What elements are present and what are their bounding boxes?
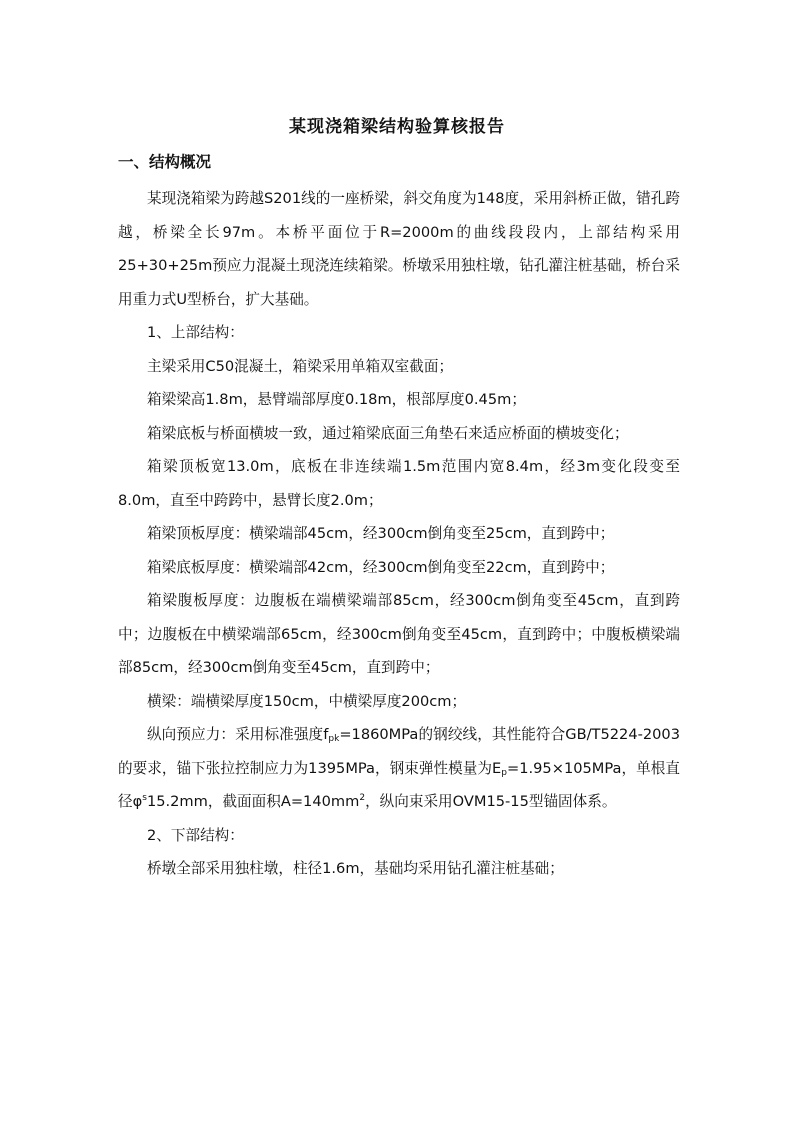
- prestress-subscript-pk: pk: [328, 734, 340, 744]
- upper-item-top-slab-thickness: 箱梁顶板厚度：横梁端部45cm，经300cm倒角变至25cm，直到跨中；: [147, 525, 615, 542]
- subsection-heading-lower-structure: 2、下部结构：: [147, 826, 244, 844]
- upper-item-height: 箱梁梁高1.8m，悬臂端部厚度0.18m，根部厚度0.45m；: [147, 391, 526, 408]
- upper-item-bottom-slab-slope: 箱梁底板与桥面横坡一致，通过箱梁底面三角垫石来适应桥面的横坡变化；: [147, 424, 629, 442]
- document-body: [118, 182, 680, 886]
- prestress-text-1: 纵向预应力：采用标准强度f: [147, 726, 329, 743]
- prestress-superscript-s: s: [142, 793, 147, 803]
- prestress-text-4: 15.2mm，截面面积A=140mm: [146, 793, 360, 810]
- prestress-superscript-2: 2: [359, 793, 366, 803]
- prestress-paragraph: [118, 718, 680, 819]
- section-heading-structure-overview: 一、结构概况: [118, 153, 212, 171]
- subsection-heading-upper-structure: 1、上部结构：: [147, 324, 244, 341]
- upper-item-web-thickness: 箱梁腹板厚度：边腹板在端横梁端部85cm，经300cm倒角变至45cm，直到跨中；边腹板在中横梁端部65cm，经300cm倒角变至45cm，直到跨中；中腹板横梁端部85cm，经300cm倒角变至45cm，直到跨中；: [118, 592, 680, 676]
- prestress-text-5: ，纵向束采用OVM15-15型锚固体系。: [365, 793, 617, 810]
- lower-item-piers: 桥墩全部采用独柱墩，柱径1.6m，基础均采用钻孔灌注桩基础；: [147, 860, 564, 877]
- prestress-text-2: =1860MPa的钢绞线，其性能符合GB/T5224-2003的要求，锚下张拉控制应力为1395MPa，钢束弹性模量为E: [118, 726, 681, 777]
- prestress-subscript-p: p: [501, 767, 507, 778]
- upper-item-bottom-slab-thickness: 箱梁底板厚度：横梁端部42cm，经300cm倒角变至22cm，直到跨中；: [147, 558, 615, 576]
- upper-item-width: 箱梁顶板宽13.0m，底板在非连续端1.5m范围内宽8.4m，经3m变化段变至8.0m，直至中跨跨中，悬臂长度2.0m；: [118, 458, 680, 509]
- document-title: 某现浇箱梁结构验算核报告: [289, 117, 505, 137]
- upper-item-concrete: 主梁采用C50混凝土，箱梁采用单箱双室截面；: [147, 357, 454, 375]
- upper-item-cross-beam: 横梁：端横梁厚度150cm，中横梁厚度200cm；: [147, 692, 467, 710]
- overview-paragraph: 某现浇箱梁为跨越S201线的一座桥梁，斜交角度为148度，采用斜桥正做，错孔跨越，桥梁全长97m。本桥平面位于R=2000m的曲线段段内，上部结构采用25+30+25m预应力混凝土现浇连续箱梁。桥墩采用独柱墩，钻孔灌注桩基础，桥台采用重力式U型桥台，扩大基础。: [118, 190, 680, 308]
- prestress-text-3: =1.95×105MPa，单根直径φ: [118, 759, 680, 810]
